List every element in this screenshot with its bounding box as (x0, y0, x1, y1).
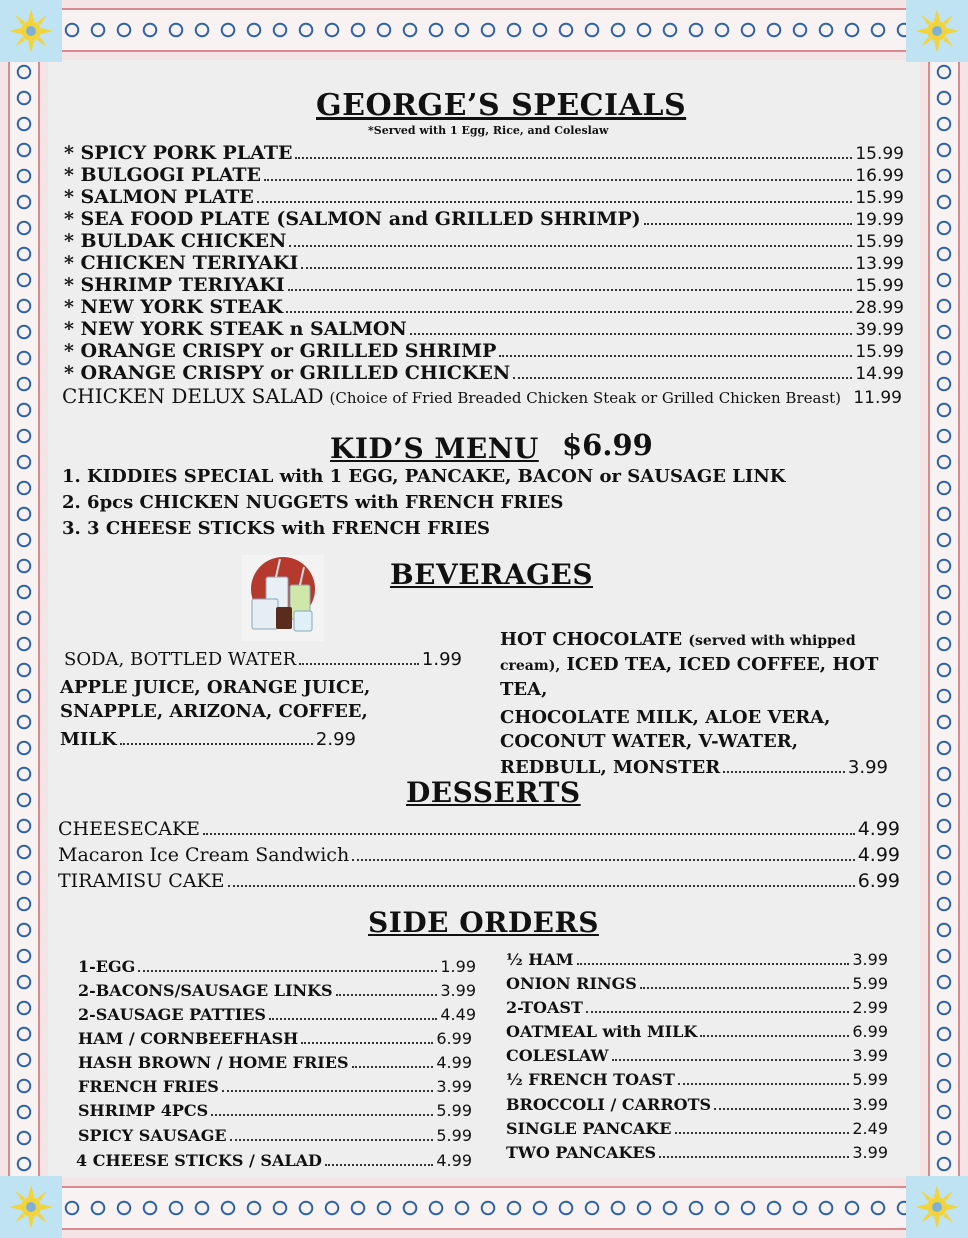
list-item: REDBULL, MONSTER 3.99 (500, 757, 888, 778)
list-item: SNAPPLE, ARIZONA, COFFEE, (60, 701, 368, 722)
list-item: * BULDAK CHICKEN 15.99 (64, 230, 904, 252)
drinks-icon (242, 555, 324, 641)
list-item: COLESLAW 3.99 (506, 1046, 888, 1065)
beverages-left (60, 648, 462, 752)
list-item: APPLE JUICE, ORANGE JUICE, (60, 677, 371, 698)
beverages-title: BEVERAGES (390, 558, 594, 591)
list-item: FRENCH FRIES 3.99 (78, 1077, 472, 1096)
list-item: 2-TOAST 2.99 (506, 998, 888, 1017)
list-item: * NEW YORK STEAK 28.99 (64, 296, 904, 318)
border-left (0, 60, 48, 1178)
list-item: 2-BACONS/SAUSAGE LINKS 3.99 (78, 981, 476, 1000)
list-item: SODA, BOTTLED WATER 1.99 (64, 649, 462, 670)
list-item: 4 CHEESE STICKS / SALAD 4.99 (76, 1151, 472, 1170)
border-bottom (60, 1178, 908, 1238)
list-item: HAM / CORNBEEFHASH 6.99 (78, 1029, 472, 1048)
list-item: COCONUT WATER, V-WATER, (500, 731, 799, 752)
corner-sun-icon (0, 0, 62, 62)
list-item: * ORANGE CRISPY or GRILLED CHICKEN 14.99 (64, 362, 904, 384)
list-item: CHEESECAKE 4.99 (58, 818, 900, 840)
corner-sun-icon (906, 1176, 968, 1238)
border-top (60, 0, 908, 60)
list-item: SHRIMP 4PCS 5.99 (78, 1101, 472, 1120)
kids-price: $6.99 (562, 428, 653, 462)
list-item: SINGLE PANCAKE 2.49 (506, 1119, 888, 1138)
list-item: HASH BROWN / HOME FRIES 4.99 (78, 1053, 472, 1072)
list-item: * ORANGE CRISPY or GRILLED SHRIMP 15.99 (64, 340, 904, 362)
list-item: 1. KIDDIES SPECIAL with 1 EGG, PANCAKE, BACON or SAUSAGE LINK (62, 466, 786, 487)
list-item: 2-SAUSAGE PATTIES 4.49 (78, 1005, 476, 1024)
list-item: ½ FRENCH TOAST 5.99 (506, 1070, 888, 1089)
note: cream), (500, 658, 561, 674)
list-item: ICED TEA, ICED COFFEE, HOT TEA, (500, 654, 879, 700)
list-item: * SPICY PORK PLATE 15.99 (64, 142, 904, 164)
list-item: CHOCOLATE MILK, ALOE VERA, (500, 707, 831, 728)
list-item: HOT CHOCOLATE (500, 629, 683, 650)
list-item: ONION RINGS 5.99 (506, 974, 888, 993)
list-item: * SHRIMP TERIYAKI 15.99 (64, 274, 904, 296)
list-item: * BULGOGI PLATE 16.99 (64, 164, 904, 186)
list-item: BROCCOLI / CARROTS 3.99 (506, 1095, 888, 1114)
desserts-title: DESSERTS (406, 776, 581, 809)
specials-title: GEORGE’S SPECIALS (316, 88, 687, 123)
kids-title: KID’S MENU (330, 432, 539, 465)
list-item: 1-EGG 1.99 (78, 957, 476, 976)
beverages-right (500, 628, 892, 780)
list-item: OATMEAL with MILK 6.99 (506, 1022, 888, 1041)
corner-sun-icon (906, 0, 968, 62)
list-item: MILK 2.99 (60, 729, 356, 750)
list-item: * CHICKEN TERIYAKI 13.99 (64, 252, 904, 274)
corner-sun-icon (0, 1176, 62, 1238)
list-item: 2. 6pcs CHICKEN NUGGETS with FRENCH FRIES (62, 492, 564, 513)
border-right (920, 60, 968, 1178)
list-item: TWO PANCAKES 3.99 (506, 1143, 888, 1162)
sides-title: SIDE ORDERS (368, 906, 599, 939)
list-item: Macaron Ice Cream Sandwich 4.99 (58, 844, 900, 866)
list-item: 3. 3 CHEESE STICKS with FRENCH FRIES (62, 518, 491, 539)
note: (served with whipped (688, 633, 856, 649)
salad-item: CHICKEN DELUX SALAD (Choice of Fried Breaded Chicken Steak or Grilled Chicken Breast) 11.99 (62, 384, 902, 408)
list-item: * SEA FOOD PLATE (SALMON and GRILLED SHRIMP) 19.99 (64, 208, 904, 230)
list-item: ½ HAM 3.99 (506, 950, 888, 969)
list-item: SPICY SAUSAGE 5.99 (78, 1126, 472, 1145)
list-item: TIRAMISU CAKE 6.99 (58, 870, 900, 892)
list-item: * SALMON PLATE 15.99 (64, 186, 904, 208)
specials-subtitle: *Served with 1 Egg, Rice, and Coleslaw (368, 124, 609, 137)
list-item: * NEW YORK STEAK n SALMON 39.99 (64, 318, 904, 340)
